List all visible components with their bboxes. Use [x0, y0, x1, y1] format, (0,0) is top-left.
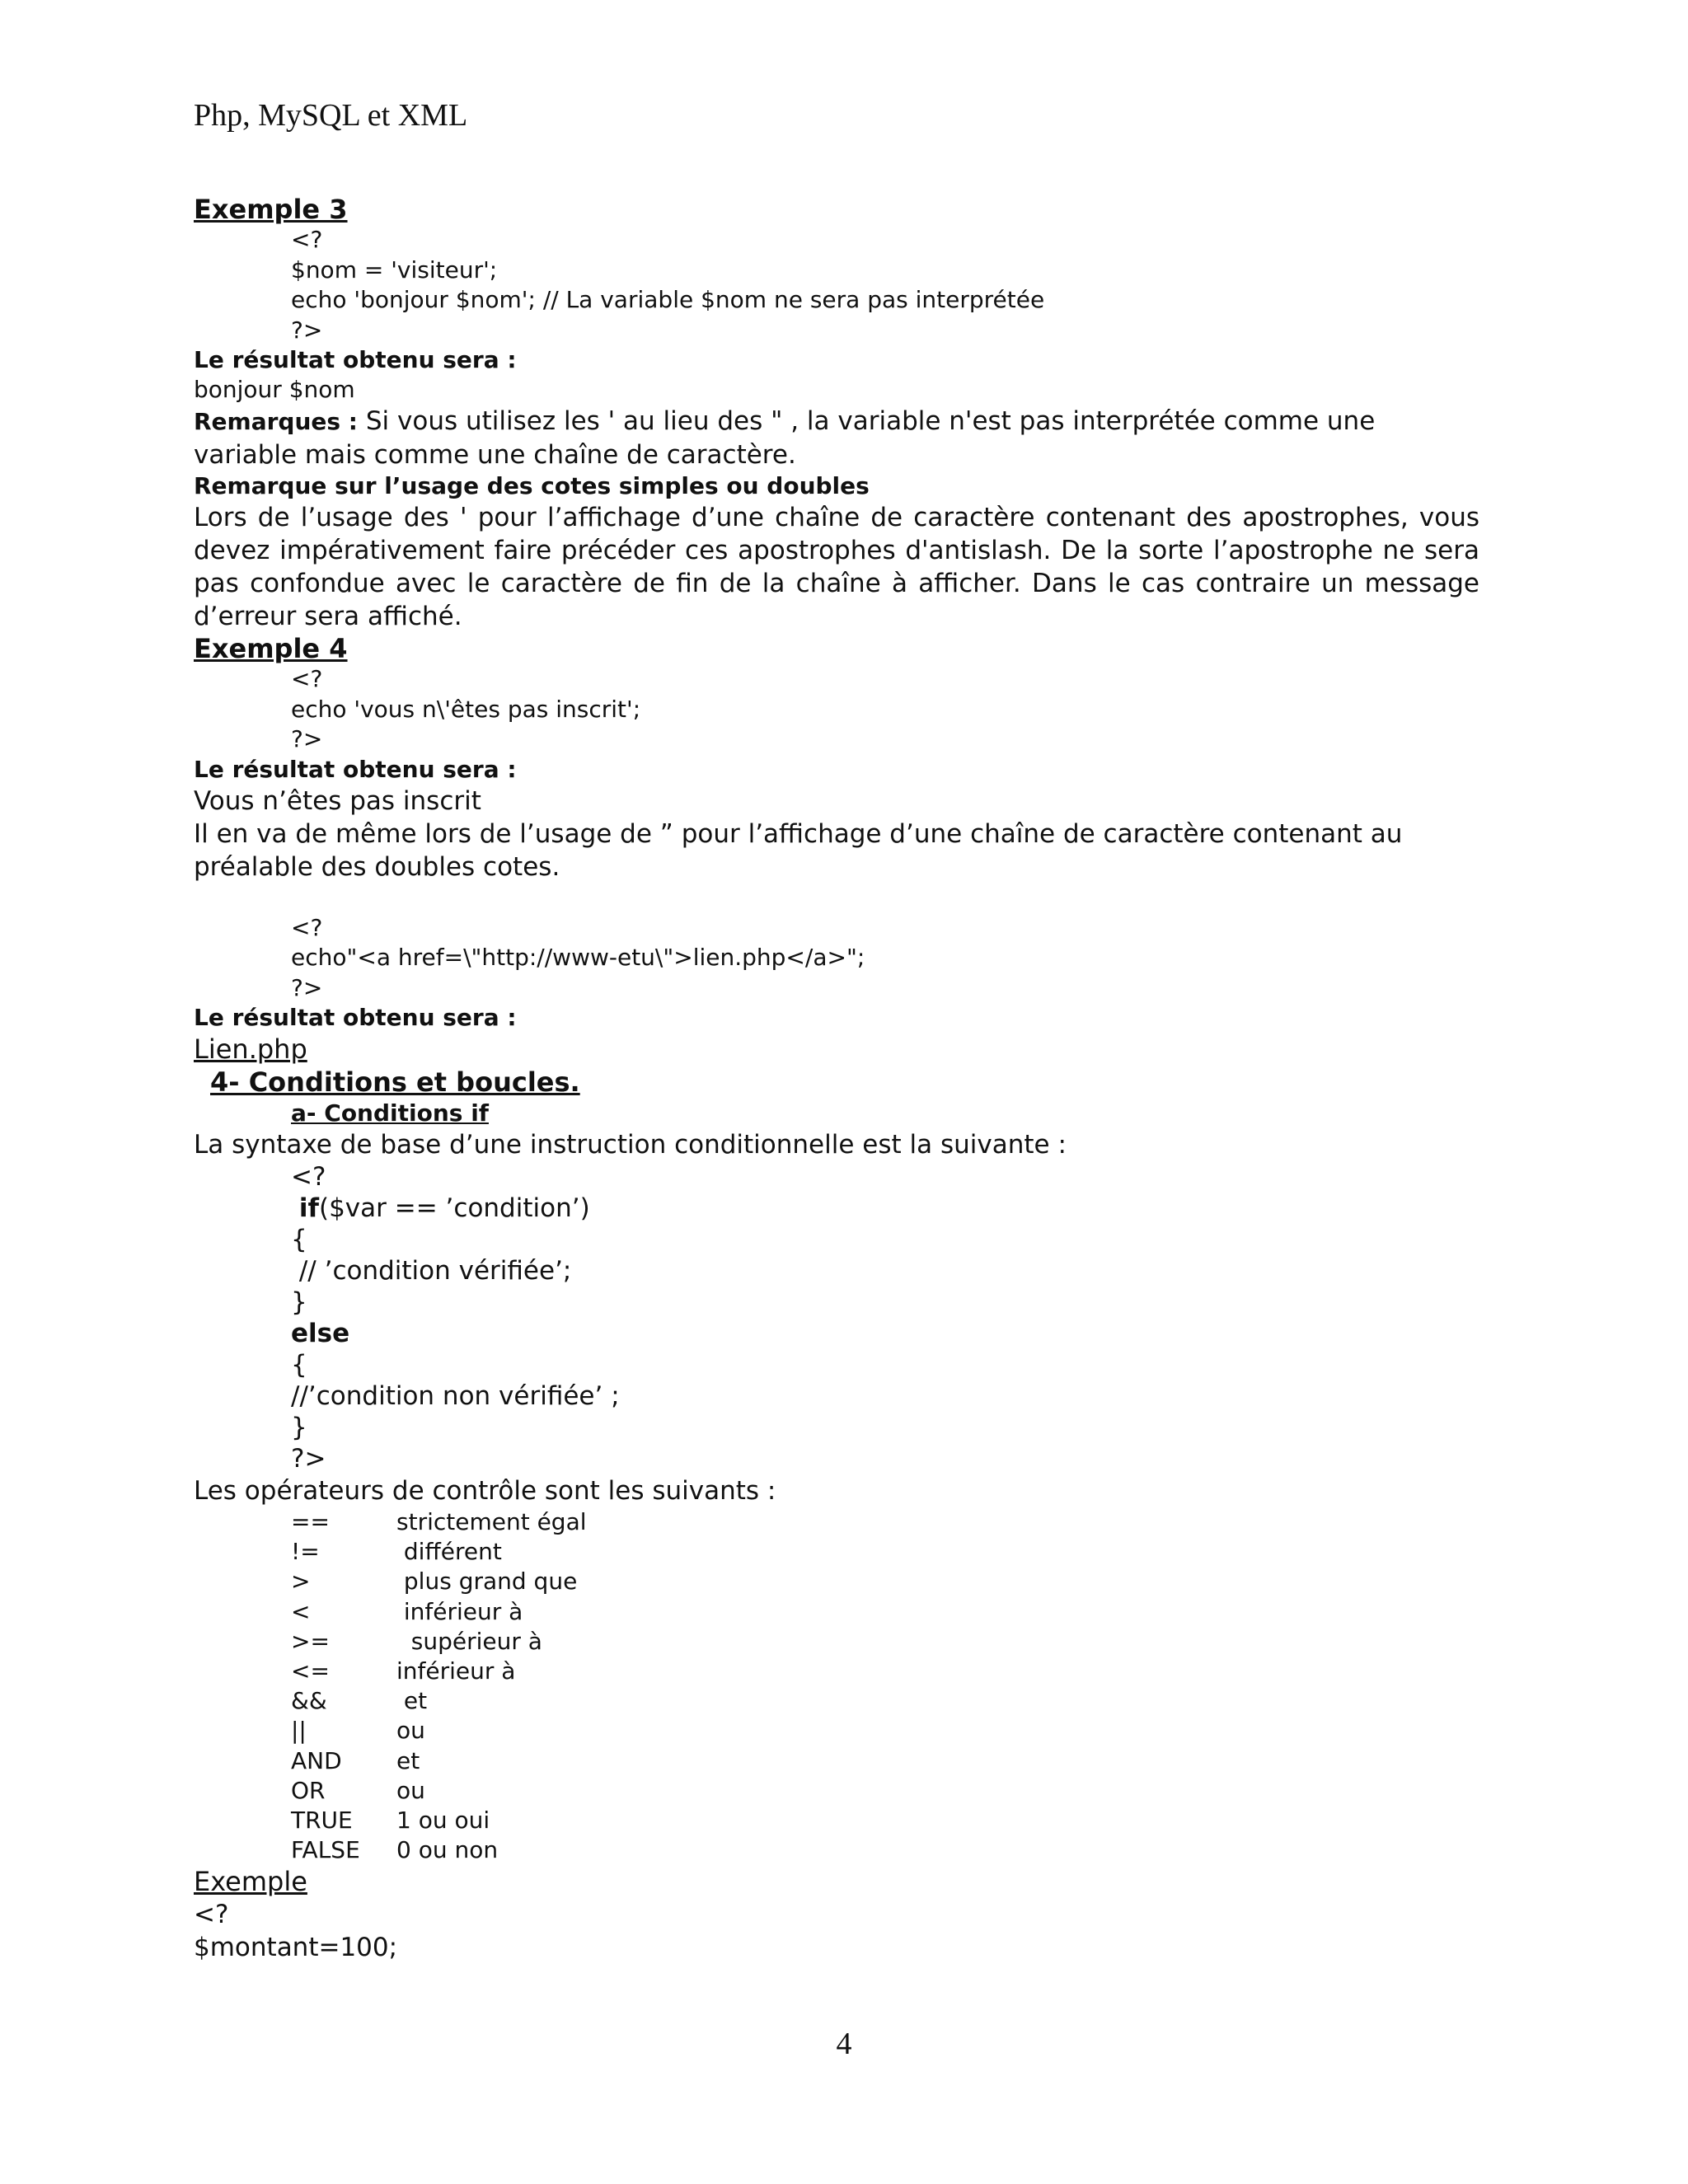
code-line: echo"<a href=\"http://www-etu\">lien.php</a>"; — [291, 944, 865, 971]
remarks-label: Remarques : — [194, 408, 359, 435]
syntax-intro: La syntaxe de base d’une instruction conditionnelle est la suivante : — [194, 1130, 1067, 1160]
remarks-paragraph — [194, 405, 1479, 471]
operator-description: différent — [396, 1538, 502, 1566]
keyword-else: else — [291, 1319, 350, 1348]
code-line: // ’condition vérifiée’; — [291, 1256, 572, 1286]
code-line: <? — [291, 665, 323, 692]
result-value: bonjour $nom — [194, 376, 355, 403]
operator-symbol: || — [291, 1717, 307, 1745]
operator-row — [291, 1716, 1479, 1746]
code-text: ($var == ’condition’) — [318, 1193, 590, 1223]
operator-symbol: OR — [291, 1776, 326, 1804]
example-4-title: Exemple 4 — [194, 633, 348, 664]
spacer — [194, 883, 1479, 913]
code-line: echo 'bonjour $nom'; // La variable $nom ne sera pas interprétée — [291, 286, 1045, 313]
remark-quotes-title: Remarque sur l’usage des cotes simples ou doubles — [194, 472, 870, 499]
code-line: echo 'vous n\'êtes pas inscrit'; — [291, 695, 641, 723]
operator-row — [291, 1686, 1479, 1716]
operators-list — [194, 1507, 1479, 1865]
subsection-title: a- Conditions if — [291, 1099, 489, 1127]
operator-row — [291, 1835, 1479, 1865]
operator-symbol: != — [291, 1538, 320, 1566]
operator-symbol: FALSE — [291, 1836, 360, 1864]
operator-row — [291, 1776, 1479, 1806]
code-line: } — [291, 1413, 307, 1442]
operator-description: inférieur à — [396, 1597, 523, 1625]
page-number: 4 — [836, 2027, 852, 2061]
operator-symbol: >= — [291, 1627, 330, 1655]
code-line: { — [291, 1350, 307, 1380]
operator-symbol: AND — [291, 1746, 342, 1774]
code-line: { — [291, 1225, 307, 1254]
code-line: } — [291, 1287, 307, 1317]
page-content — [194, 194, 1479, 1964]
operator-symbol: < — [291, 1597, 311, 1625]
operator-row — [291, 1567, 1479, 1596]
operator-row — [291, 1627, 1479, 1657]
operator-row — [291, 1806, 1479, 1835]
operator-symbol: TRUE — [291, 1807, 353, 1835]
remark-quotes-text: Lors de l’usage des ' pour l’affichage d’une chaîne de caractère contenant des apostrophes, vous devez impérativement faire précéder ces apostrophes d'antislash. De la sorte l’apostrophe ne sera pas confondue avec le caractère de fin de la chaîne à afficher. Dans le cas contraire un message d’erreur sera affiché. — [194, 503, 1479, 631]
operator-description: plus grand que — [396, 1568, 578, 1596]
result-label: Le résultat obtenu sera : — [194, 1004, 517, 1031]
code-line: ?> — [291, 973, 323, 1001]
operator-description: 1 ou oui — [396, 1807, 490, 1835]
example-title: Exemple — [194, 1866, 307, 1898]
operator-description: et — [396, 1746, 420, 1774]
example-3-title: Exemple 3 — [194, 194, 348, 225]
code-pre — [291, 1193, 299, 1223]
operator-row — [291, 1597, 1479, 1627]
operator-row — [291, 1746, 1479, 1776]
result-value: Vous n’êtes pas inscrit — [194, 785, 481, 816]
operator-description: ou — [396, 1717, 425, 1745]
operator-row — [291, 1507, 1479, 1537]
result-label: Le résultat obtenu sera : — [194, 755, 517, 783]
code-line: ?> — [291, 1444, 326, 1474]
operators-intro: Les opérateurs de contrôle sont les suivants : — [194, 1476, 776, 1506]
operator-symbol: == — [291, 1508, 330, 1535]
keyword-if: if — [298, 1193, 319, 1223]
section-title: 4- Conditions et boucles. — [210, 1066, 580, 1098]
code-line: <? — [291, 913, 323, 941]
operator-row — [291, 1537, 1479, 1567]
code-line: ?> — [291, 725, 323, 752]
code-line: ?> — [291, 316, 323, 344]
operator-description: 0 ou non — [396, 1836, 499, 1864]
code-line — [194, 1193, 1479, 1224]
code-line: <? — [291, 1162, 326, 1192]
code-line: <? — [194, 1900, 229, 1930]
double-quotes-note: Il en va de même lors de l’usage de ” pour l’affichage d’une chaîne de caractère contenant au préalable des doubles cotes. — [194, 818, 1403, 882]
result-label: Le résultat obtenu sera : — [194, 346, 517, 373]
operator-symbol: && — [291, 1687, 327, 1715]
operator-symbol: > — [291, 1568, 311, 1596]
code-line: <? — [291, 226, 323, 253]
page-header: Php, MySQL et XML — [194, 98, 468, 133]
operator-description: ou — [396, 1776, 425, 1804]
code-line: //’condition non vérifiée’ ; — [291, 1381, 620, 1411]
result-link-text: Lien.php — [194, 1033, 307, 1065]
remarks-text: Si vous utilisez les ' au lieu des " , la variable n'est pas interprétée comme une variable mais comme une chaîne de caractère. — [194, 406, 1376, 470]
operator-symbol: <= — [291, 1657, 330, 1685]
operator-description: strictement égal — [396, 1508, 587, 1535]
operator-description: et — [396, 1687, 428, 1715]
operator-description: inférieur à — [396, 1657, 516, 1685]
code-line: $montant=100; — [194, 1933, 398, 1963]
code-line — [194, 1318, 1479, 1349]
code-line: $nom = 'visiteur'; — [291, 255, 498, 284]
operator-description: supérieur à — [396, 1627, 542, 1655]
operator-row — [291, 1657, 1479, 1686]
